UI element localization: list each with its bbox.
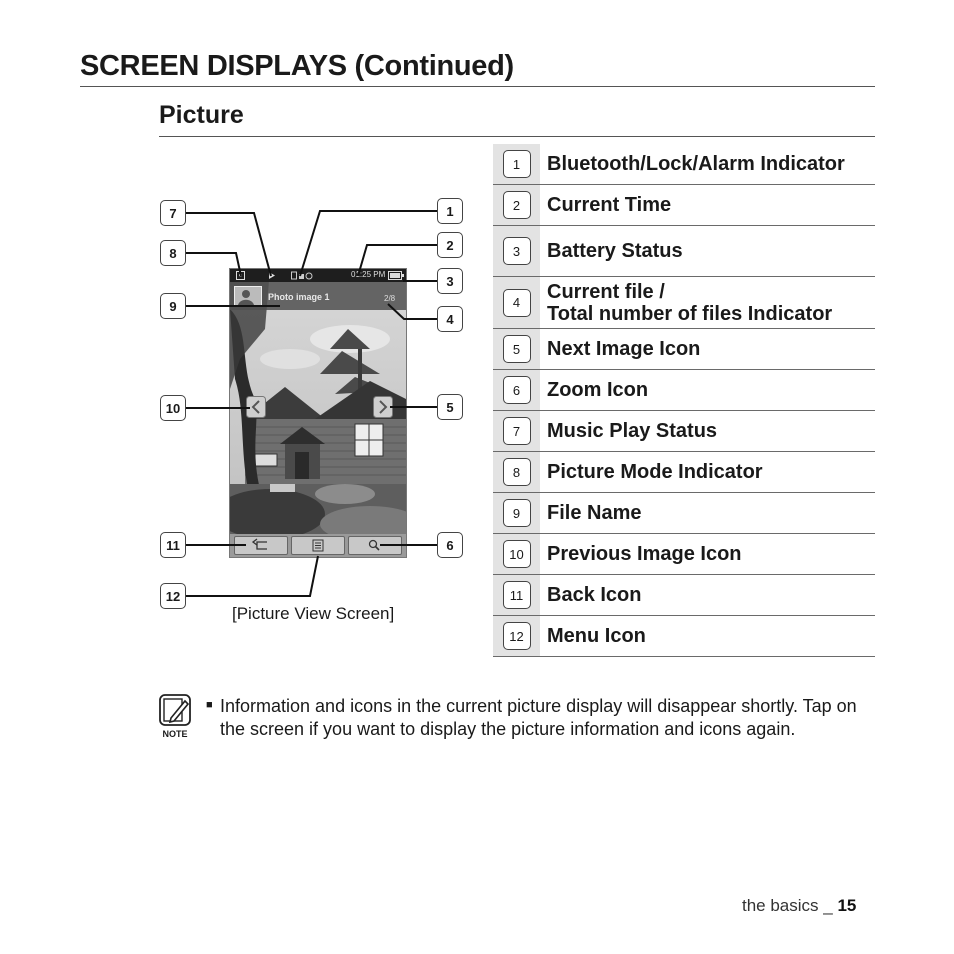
legend-number: 6 (503, 376, 531, 404)
legend-number: 9 (503, 499, 531, 527)
callout-3: 3 (437, 268, 463, 294)
legend-number: 5 (503, 335, 531, 363)
note-pencil-icon (159, 694, 191, 726)
callout-2: 2 (437, 232, 463, 258)
legend-number: 1 (503, 150, 531, 178)
file-name: Photo image 1 (268, 292, 330, 302)
callout-10: 10 (160, 395, 186, 421)
callout-5: 5 (437, 394, 463, 420)
callout-9: 9 (160, 293, 186, 319)
file-counter: 2/8 (384, 294, 396, 303)
note-bullet: ■ (206, 699, 213, 711)
legend-label: Menu Icon (547, 625, 646, 647)
legend-number: 11 (503, 581, 531, 609)
legend-label: Zoom Icon (547, 379, 649, 401)
legend-label: Back Icon (547, 584, 642, 606)
note-label: NOTE (162, 729, 188, 739)
callout-1: 1 (437, 198, 463, 224)
callout-8: 8 (160, 240, 186, 266)
legend-label: Music Play Status (547, 420, 718, 442)
page-footer (742, 896, 856, 916)
page-title: SCREEN DISPLAYS (Continued) (80, 50, 514, 82)
callout-12: 12 (160, 583, 186, 609)
callout-4: 4 (437, 306, 463, 332)
legend-label: Previous Image Icon (547, 543, 742, 565)
callout-7: 7 (160, 200, 186, 226)
legend-label: Picture Mode Indicator (547, 461, 763, 483)
legend-label: Bluetooth/Lock/Alarm Indicator (547, 153, 845, 175)
page-number: 15 (837, 896, 857, 915)
legend-label: Current file / (547, 280, 665, 303)
legend-label: Battery Status (547, 240, 683, 262)
section-title: Picture (159, 101, 244, 129)
legend-number: 8 (503, 458, 531, 486)
legend-number: 7 (503, 417, 531, 445)
legend-number: 10 (503, 540, 531, 568)
footer-text: the basics _ (742, 896, 838, 915)
figure-caption: [Picture View Screen] (232, 604, 395, 623)
legend-number: 12 (503, 622, 531, 650)
note-text: Information and icons in the current picture display will disappear shortly. Tap on the screen if you want to display the picture information and icons again. (220, 696, 857, 739)
legend-label: Next Image Icon (547, 338, 701, 360)
status-time: 01:25 PM (351, 270, 386, 279)
legend-number: 3 (503, 237, 531, 265)
legend-number: 2 (503, 191, 531, 219)
callout-6: 6 (437, 532, 463, 558)
legend-label-line2: Total number of files Indicator (547, 302, 833, 325)
legend-label: Current Time (547, 194, 672, 216)
callout-11: 11 (160, 532, 186, 558)
legend-label: File Name (547, 502, 642, 524)
legend-number: 4 (503, 289, 531, 317)
